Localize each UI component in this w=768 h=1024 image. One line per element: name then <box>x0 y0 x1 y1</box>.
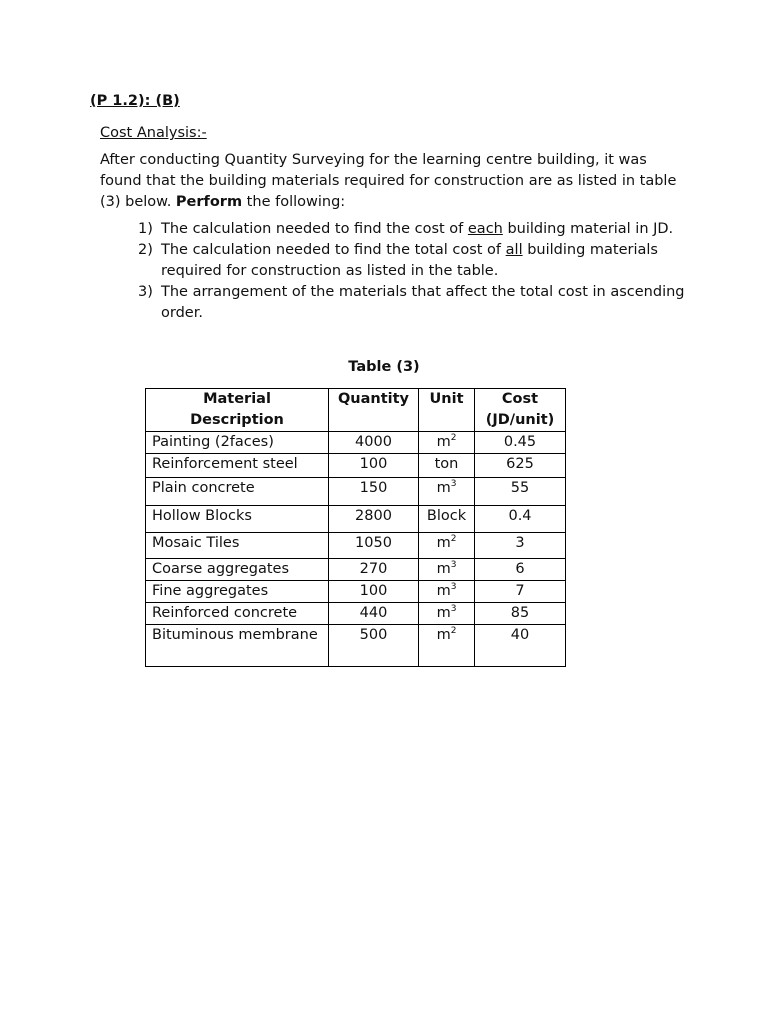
unit-exponent: 2 <box>450 626 457 637</box>
cell-quantity: 1050 <box>329 533 419 559</box>
task-item <box>138 219 688 240</box>
cell-description: Painting (2faces) <box>146 432 329 454</box>
table-row <box>146 625 566 667</box>
intro-paragraph <box>100 150 685 213</box>
cell-quantity: 150 <box>329 478 419 506</box>
task-text-after: building materials required for construction as listed in the table. <box>161 242 658 279</box>
materials-table <box>145 388 566 667</box>
header-cost-line1: Cost <box>501 391 539 407</box>
cell-quantity: 100 <box>329 454 419 478</box>
task-item <box>138 282 688 324</box>
unit-exponent: 3 <box>450 479 457 490</box>
cell-unit <box>419 506 475 533</box>
header-cost-line2: (JD/unit) <box>485 412 555 428</box>
header-desc-line1: Material <box>203 391 271 407</box>
cell-cost: 3 <box>475 533 566 559</box>
cell-cost: 6 <box>475 559 566 581</box>
unit-exponent: 2 <box>450 534 457 545</box>
task-number: 3) <box>138 284 153 300</box>
table-header-row <box>146 389 566 432</box>
cell-description: Bituminous membrane <box>146 625 329 667</box>
cell-description: Fine aggregates <box>146 581 329 603</box>
task-list <box>138 219 688 324</box>
cell-description: Plain concrete <box>146 478 329 506</box>
unit-base: m <box>436 605 451 621</box>
cell-quantity: 500 <box>329 625 419 667</box>
cell-description: Coarse aggregates <box>146 559 329 581</box>
cell-unit <box>419 533 475 559</box>
cell-quantity: 2800 <box>329 506 419 533</box>
task-text: The arrangement of the materials that affect the total cost in ascending order. <box>161 284 685 321</box>
cell-quantity: 4000 <box>329 432 419 454</box>
header-quantity: Quantity <box>329 389 419 432</box>
task-item <box>138 240 688 282</box>
cell-unit <box>419 478 475 506</box>
table-row <box>146 432 566 454</box>
unit-base: m <box>436 583 451 599</box>
cell-quantity: 270 <box>329 559 419 581</box>
cell-unit <box>419 603 475 625</box>
cell-cost: 40 <box>475 625 566 667</box>
table-row <box>146 581 566 603</box>
table-caption: Table (3) <box>348 359 420 375</box>
cell-cost: 85 <box>475 603 566 625</box>
cell-description: Reinforced concrete <box>146 603 329 625</box>
unit-base: ton <box>434 456 459 472</box>
unit-base: m <box>436 627 451 643</box>
unit-exponent: 3 <box>450 604 457 615</box>
unit-base: m <box>436 434 451 450</box>
table-row <box>146 478 566 506</box>
document-heading: (P 1.2): (B) <box>90 93 180 109</box>
cell-cost: 7 <box>475 581 566 603</box>
cell-cost: 0.4 <box>475 506 566 533</box>
unit-exponent: 3 <box>450 560 457 571</box>
intro-text-before: After conducting Quantity Surveying for the learning centre building, it was found that the building materials required for construction are as listed in table (3) below. <box>100 152 677 210</box>
task-underlined-word: each <box>467 221 503 237</box>
header-unit: Unit <box>419 389 475 432</box>
task-underlined-word: all <box>505 242 523 258</box>
table-row <box>146 603 566 625</box>
cell-unit <box>419 559 475 581</box>
table-row <box>146 454 566 478</box>
table-row <box>146 533 566 559</box>
header-cost <box>475 389 566 432</box>
cell-unit <box>419 454 475 478</box>
task-number: 2) <box>138 242 153 258</box>
task-text: The calculation needed to find the total cost of <box>161 242 506 258</box>
cell-description: Mosaic Tiles <box>146 533 329 559</box>
unit-base: m <box>436 535 451 551</box>
unit-exponent: 3 <box>450 582 457 593</box>
intro-text-after: the following: <box>242 194 346 210</box>
cell-cost: 55 <box>475 478 566 506</box>
header-material-description <box>146 389 329 432</box>
task-text: The calculation needed to find the cost of <box>161 221 468 237</box>
task-text-after: building material in JD. <box>502 221 674 237</box>
cell-unit <box>419 432 475 454</box>
unit-base: Block <box>426 508 467 524</box>
unit-base: m <box>436 561 451 577</box>
cell-unit <box>419 625 475 667</box>
cell-quantity: 100 <box>329 581 419 603</box>
intro-bold-word: Perform <box>175 194 243 210</box>
table-row <box>146 506 566 533</box>
section-title: Cost Analysis:- <box>100 125 207 141</box>
cell-unit <box>419 581 475 603</box>
unit-exponent: 2 <box>450 433 457 444</box>
table-row <box>146 559 566 581</box>
task-number: 1) <box>138 221 153 237</box>
header-desc-line2: Description <box>190 412 284 428</box>
cell-quantity: 440 <box>329 603 419 625</box>
unit-base: m <box>436 480 451 496</box>
cell-cost: 0.45 <box>475 432 566 454</box>
cell-description: Hollow Blocks <box>146 506 329 533</box>
cell-cost: 625 <box>475 454 566 478</box>
cell-description: Reinforcement steel <box>146 454 329 478</box>
